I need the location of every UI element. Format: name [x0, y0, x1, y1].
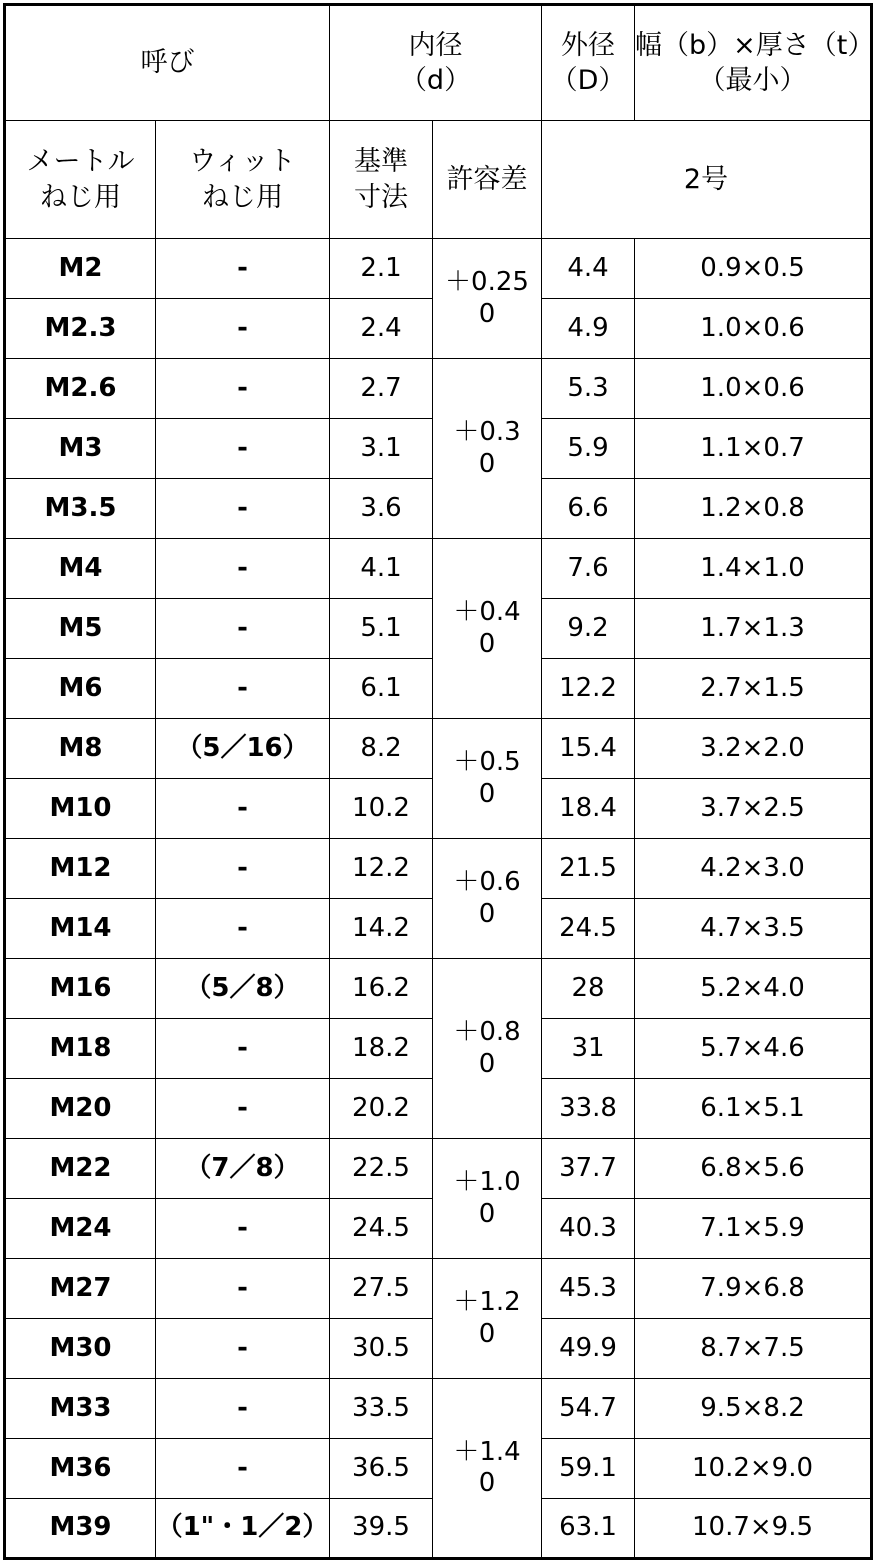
outer-diameter-cell: 54.7 — [542, 1379, 635, 1439]
width-thickness-cell: 7.1×5.9 — [635, 1199, 872, 1259]
metric-size-cell: M3.5 — [5, 479, 156, 539]
table-row — [5, 239, 872, 299]
whitworth-size-cell: - — [156, 1259, 330, 1319]
table-row — [5, 1259, 872, 1319]
metric-size-cell: M30 — [5, 1319, 156, 1379]
tolerance-cell — [433, 1259, 542, 1379]
tolerance-plus: ＋0.5 — [453, 747, 521, 778]
whitworth-size-cell: - — [156, 239, 330, 299]
header-whitworth-line1: ウィット — [189, 146, 296, 178]
inner-diameter-cell: 18.2 — [330, 1019, 433, 1079]
header-haba — [635, 5, 875, 121]
tolerance-cell — [433, 959, 542, 1139]
inner-diameter-cell: 6.1 — [330, 659, 433, 719]
whitworth-size-cell: - — [156, 1319, 330, 1379]
outer-diameter-cell: 15.4 — [542, 719, 635, 779]
width-thickness-cell: 3.2×2.0 — [635, 719, 872, 779]
whitworth-size-cell: - — [156, 359, 330, 419]
whitworth-size-cell: - — [156, 479, 330, 539]
outer-diameter-cell: 4.4 — [542, 239, 635, 299]
metric-size-cell: M2.3 — [5, 299, 156, 359]
outer-diameter-cell: 40.3 — [542, 1199, 635, 1259]
inner-diameter-cell: 12.2 — [330, 839, 433, 899]
metric-size-cell: M4 — [5, 539, 156, 599]
tolerance-plus: ＋1.4 — [453, 1436, 521, 1467]
tolerance-zero: 0 — [478, 898, 496, 929]
tolerance-zero: 0 — [478, 298, 496, 329]
header-yobi: 呼び — [5, 5, 330, 121]
metric-size-cell: M14 — [5, 899, 156, 959]
width-thickness-cell: 1.0×0.6 — [635, 359, 872, 419]
tolerance-cell — [433, 839, 542, 959]
whitworth-size-cell: （1"・1／2） — [156, 1499, 330, 1559]
inner-diameter-cell: 39.5 — [330, 1499, 433, 1559]
width-thickness-cell: 10.7×9.5 — [635, 1499, 872, 1559]
outer-diameter-cell: 37.7 — [542, 1139, 635, 1199]
width-thickness-cell: 1.4×1.0 — [635, 539, 872, 599]
outer-diameter-cell: 21.5 — [542, 839, 635, 899]
inner-diameter-cell: 24.5 — [330, 1199, 433, 1259]
width-thickness-cell: 10.2×9.0 — [635, 1439, 872, 1499]
width-thickness-cell: 1.2×0.8 — [635, 479, 872, 539]
inner-diameter-cell: 14.2 — [330, 899, 433, 959]
width-thickness-cell: 4.7×3.5 — [635, 899, 872, 959]
header-metric — [5, 121, 156, 239]
outer-diameter-cell: 7.6 — [542, 539, 635, 599]
width-thickness-cell: 5.7×4.6 — [635, 1019, 872, 1079]
inner-diameter-cell: 16.2 — [330, 959, 433, 1019]
outer-diameter-cell: 28 — [542, 959, 635, 1019]
width-thickness-cell: 3.7×2.5 — [635, 779, 872, 839]
table-row — [5, 359, 872, 419]
tolerance-cell — [433, 359, 542, 539]
table-row — [5, 539, 872, 599]
whitworth-size-cell: - — [156, 419, 330, 479]
header-kijun — [330, 121, 433, 239]
tolerance-zero: 0 — [478, 628, 496, 659]
header-naikei — [330, 5, 542, 121]
metric-size-cell: M27 — [5, 1259, 156, 1319]
header-whitworth — [156, 121, 330, 239]
tolerance-plus: ＋0.4 — [453, 597, 521, 628]
outer-diameter-cell: 24.5 — [542, 899, 635, 959]
width-thickness-cell: 5.2×4.0 — [635, 959, 872, 1019]
tolerance-plus: ＋0.8 — [453, 1017, 521, 1048]
whitworth-size-cell: - — [156, 1199, 330, 1259]
whitworth-size-cell: - — [156, 1019, 330, 1079]
header-metric-line1: メートル — [26, 146, 135, 178]
tolerance-zero: 0 — [478, 1468, 496, 1498]
width-thickness-cell: 1.1×0.7 — [635, 419, 872, 479]
outer-diameter-cell: 63.1 — [542, 1499, 635, 1559]
metric-size-cell: M24 — [5, 1199, 156, 1259]
inner-diameter-cell: 22.5 — [330, 1139, 433, 1199]
outer-diameter-cell: 45.3 — [542, 1259, 635, 1319]
tolerance-plus: ＋0.25 — [445, 267, 529, 298]
whitworth-size-cell: - — [156, 1079, 330, 1139]
table-row — [5, 1139, 872, 1199]
tolerance-plus: ＋0.3 — [453, 417, 521, 448]
whitworth-size-cell: - — [156, 539, 330, 599]
tolerance-plus: ＋0.6 — [453, 867, 521, 898]
whitworth-size-cell: - — [156, 899, 330, 959]
header-row-2 — [5, 121, 872, 239]
whitworth-size-cell: - — [156, 1379, 330, 1439]
table-row — [5, 1379, 872, 1439]
washer-spec-table — [3, 3, 873, 1560]
outer-diameter-cell: 5.9 — [542, 419, 635, 479]
whitworth-size-cell: （5／8） — [156, 959, 330, 1019]
metric-size-cell: M12 — [5, 839, 156, 899]
outer-diameter-cell: 4.9 — [542, 299, 635, 359]
inner-diameter-cell: 2.4 — [330, 299, 433, 359]
inner-diameter-cell: 8.2 — [330, 719, 433, 779]
inner-diameter-cell: 2.7 — [330, 359, 433, 419]
inner-diameter-cell: 10.2 — [330, 779, 433, 839]
tolerance-plus: ＋1.0 — [453, 1167, 521, 1198]
header-row-1 — [5, 5, 872, 121]
outer-diameter-cell: 49.9 — [542, 1319, 635, 1379]
table-row — [5, 839, 872, 899]
outer-diameter-cell: 31 — [542, 1019, 635, 1079]
tolerance-cell — [433, 239, 542, 359]
width-thickness-cell: 1.7×1.3 — [635, 599, 872, 659]
metric-size-cell: M6 — [5, 659, 156, 719]
tolerance-cell — [433, 1139, 542, 1259]
inner-diameter-cell: 20.2 — [330, 1079, 433, 1139]
width-thickness-cell: 2.7×1.5 — [635, 659, 872, 719]
width-thickness-cell: 9.5×8.2 — [635, 1379, 872, 1439]
metric-size-cell: M18 — [5, 1019, 156, 1079]
inner-diameter-cell: 36.5 — [330, 1439, 433, 1499]
metric-size-cell: M39 — [5, 1499, 156, 1559]
inner-diameter-cell: 3.1 — [330, 419, 433, 479]
table-row — [5, 719, 872, 779]
whitworth-size-cell: - — [156, 299, 330, 359]
metric-size-cell: M8 — [5, 719, 156, 779]
inner-diameter-cell: 2.1 — [330, 239, 433, 299]
inner-diameter-cell: 33.5 — [330, 1379, 433, 1439]
inner-diameter-cell: 30.5 — [330, 1319, 433, 1379]
metric-size-cell: M2.6 — [5, 359, 156, 419]
outer-diameter-cell: 33.8 — [542, 1079, 635, 1139]
inner-diameter-cell: 4.1 — [330, 539, 433, 599]
metric-size-cell: M36 — [5, 1439, 156, 1499]
outer-diameter-cell: 12.2 — [542, 659, 635, 719]
table-row — [5, 959, 872, 1019]
header-kyoyo: 許容差 — [433, 121, 542, 239]
header-gaikei — [542, 5, 635, 121]
header-metric-line2: ねじ用 — [40, 181, 121, 213]
outer-diameter-cell: 59.1 — [542, 1439, 635, 1499]
width-thickness-cell: 7.9×6.8 — [635, 1259, 872, 1319]
metric-size-cell: M3 — [5, 419, 156, 479]
header-haba-label: 幅（b）×厚さ（t） — [635, 29, 875, 61]
tolerance-zero: 0 — [478, 1198, 496, 1229]
whitworth-size-cell: （7／8） — [156, 1139, 330, 1199]
tolerance-plus: ＋1.2 — [453, 1287, 521, 1318]
header-kijun-line2: 寸法 — [354, 181, 408, 213]
metric-size-cell: M22 — [5, 1139, 156, 1199]
width-thickness-cell: 8.7×7.5 — [635, 1319, 872, 1379]
tolerance-zero: 0 — [478, 448, 496, 479]
tolerance-zero: 0 — [478, 778, 496, 809]
width-thickness-cell: 0.9×0.5 — [635, 239, 872, 299]
header-naikei-symbol: （d） — [399, 65, 472, 96]
header-gaikei-symbol: （D） — [550, 65, 626, 96]
inner-diameter-cell: 27.5 — [330, 1259, 433, 1319]
width-thickness-cell: 6.1×5.1 — [635, 1079, 872, 1139]
tolerance-cell — [433, 539, 542, 719]
width-thickness-cell: 4.2×3.0 — [635, 839, 872, 899]
whitworth-size-cell: - — [156, 659, 330, 719]
whitworth-size-cell: - — [156, 599, 330, 659]
metric-size-cell: M5 — [5, 599, 156, 659]
tolerance-cell — [433, 719, 542, 839]
header-gou: 2号 — [542, 121, 872, 239]
whitworth-size-cell: - — [156, 779, 330, 839]
metric-size-cell: M2 — [5, 239, 156, 299]
header-gaikei-label: 外径 — [561, 29, 616, 61]
inner-diameter-cell: 5.1 — [330, 599, 433, 659]
width-thickness-cell: 6.8×5.6 — [635, 1139, 872, 1199]
whitworth-size-cell: - — [156, 839, 330, 899]
header-haba-sub: （最小） — [698, 65, 807, 96]
outer-diameter-cell: 5.3 — [542, 359, 635, 419]
whitworth-size-cell: - — [156, 1439, 330, 1499]
header-kijun-line1: 基準 — [354, 146, 408, 178]
outer-diameter-cell: 9.2 — [542, 599, 635, 659]
metric-size-cell: M10 — [5, 779, 156, 839]
metric-size-cell: M16 — [5, 959, 156, 1019]
whitworth-size-cell: （5／16） — [156, 719, 330, 779]
width-thickness-cell: 1.0×0.6 — [635, 299, 872, 359]
metric-size-cell: M20 — [5, 1079, 156, 1139]
inner-diameter-cell: 3.6 — [330, 479, 433, 539]
tolerance-zero: 0 — [478, 1048, 496, 1079]
tolerance-zero: 0 — [478, 1318, 496, 1349]
outer-diameter-cell: 18.4 — [542, 779, 635, 839]
metric-size-cell: M33 — [5, 1379, 156, 1439]
outer-diameter-cell: 6.6 — [542, 479, 635, 539]
header-whitworth-line2: ねじ用 — [202, 181, 283, 213]
tolerance-cell — [433, 1379, 542, 1559]
header-naikei-label: 内径 — [408, 29, 463, 61]
